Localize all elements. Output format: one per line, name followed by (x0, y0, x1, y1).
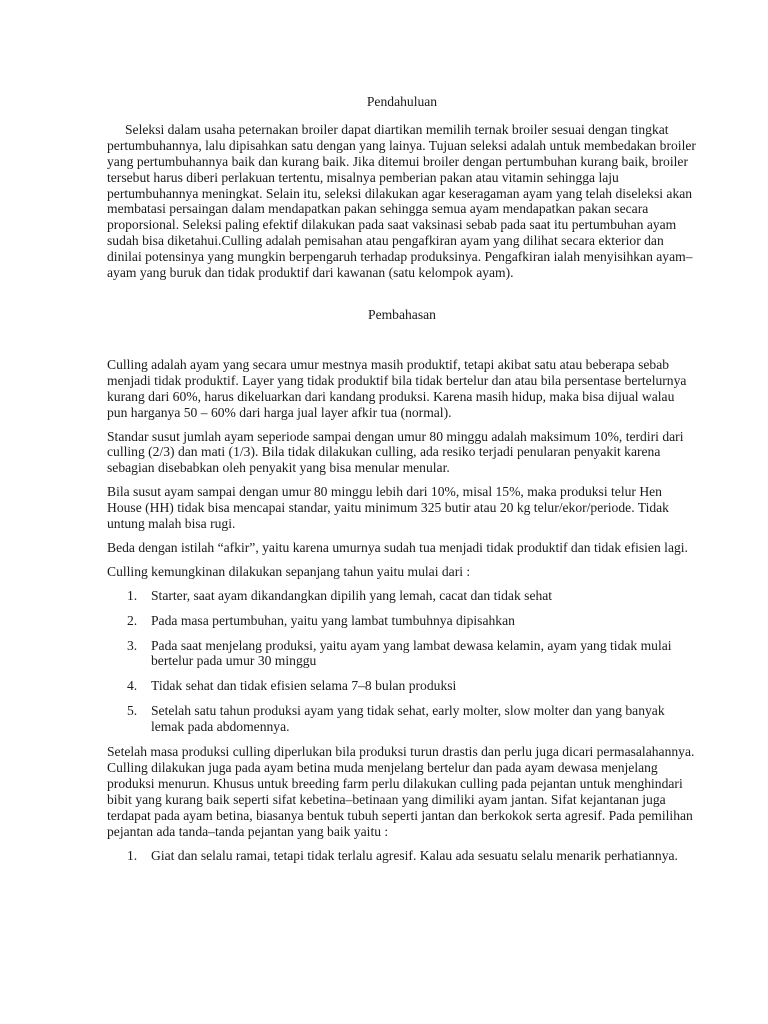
list-item-number: 4. (127, 678, 138, 694)
list-item-number: 5. (127, 703, 138, 719)
paragraph-susut-excess: Bila susut ayam sampai dengan umur 80 minggu lebih dari 10%, misal 15%, maka produksi telur Hen House (HH) tidak bisa mencapai standar, yaitu minimum 325 butir atau 20 kg telur/ekor/periode. Tidak untung malah bisa rugi. (107, 484, 669, 532)
rooster-signs-list (107, 848, 697, 864)
list-item (107, 613, 697, 629)
list-item (107, 848, 697, 864)
paragraph-susut-standard: Standar susut jumlah ayam seperiode sampai dengan umur 80 minggu adalah maksimum 10%, terdiri dari culling (2/3) dan mati (1/3). Bila tidak dilakukan culling, ada resiko terjadi penularan penyakit karena sebagian disebabkan oleh penyakit yang bisa menular menular. (107, 428, 684, 476)
list-item (107, 703, 697, 735)
list-item-text: Tidak sehat dan tidak efisien selama 7–8 bulan produksi (151, 678, 457, 694)
list-item-text: Setelah satu tahun produksi ayam yang tidak sehat, early molter, slow molter dan yang banyak lemak pada abdomennya. (151, 703, 665, 735)
list-item-text: Pada saat menjelang produksi, yaitu ayam yang lambat dewasa kelamin, ayam yang tidak mulai bertelur pada umur 30 minggu (151, 637, 672, 669)
intro-heading: Pendahuluan (366, 94, 438, 109)
paragraph-culling-definition: Culling adalah ayam yang secara umur mestnya masih produktif, tetapi akibat satu atau beberapa sebab menjadi tidak produktif. Layer yang tidak produktif bila tidak bertelur dan atau bila persentase bertelurnya kurang dari 60%, harus dikeluarkan dari kandang produksi. Karena masih hidup, maka bisa dijual walau pun harganya 50 – 60% dari harga jual layer afkir tua (normal). (107, 356, 687, 420)
culling-timing-list (107, 588, 697, 735)
list-item (107, 588, 697, 604)
list-item-number: 1. (127, 587, 138, 603)
paragraph-afkir: Beda dengan istilah “afkir”, yaitu karena umurnya sudah tua menjadi tidak produktif dan tidak efisien lagi. (107, 539, 688, 555)
list-item (107, 678, 697, 694)
intro-paragraph: Seleksi dalam usaha peternakan broiler dapat diartikan memilih ternak broiler sesuai dengan tingkat pertumbuhannya, lalu dipisahkan satu dengan yang lainya. Tujuan seleksi adalah untuk membedakan broiler yang pertumbuhannya baik dan kurang baik. Jika ditemui broiler dengan pertumbuhan kurang baik, broiler tersebut harus diberi perlakuan tertentu, misalnya pemberian pakan atau vitamin sehingga laju pertumbuhannya meningkat. Selain itu, seleksi dilakukan agar keseragaman ayam yang telah diseleksi akan membatasi persaingan dalam mendapatkan pakan sehingga semua ayam mendapatkan pakan secara proporsional. Seleksi paling efektif dilakukan pada saat vaksinasi sebab pada saat itu pertumbuhan ayam sudah bisa diketahui.Culling adalah pemisahan atau pengafkiran ayam yang dilihat secara ekterior dan dinilai potensinya yang mungkin berpengaruh terhadap produksinya. Pengafkiran ialah menyisihkan ayam–ayam yang buruk dan tidak produktif dari kawanan (satu kelompok ayam). (107, 121, 696, 281)
list-item-number: 2. (127, 612, 138, 628)
list-item-number: 3. (127, 637, 138, 653)
paragraph-culling-timing: Culling kemungkinan dilakukan sepanjang tahun yaitu mulai dari : (107, 563, 471, 579)
discussion-heading: Pembahasan (368, 306, 436, 322)
list-item-number: 1. (127, 847, 138, 863)
list-item-text: Giat dan selalu ramai, tetapi tidak terlalu agresif. Kalau ada sesuatu selalu menarik perhatiannya. (151, 847, 678, 863)
list-item (107, 638, 697, 670)
list-item-text: Pada masa pertumbuhan, yaitu yang lambat tumbuhnya dipisahkan (151, 612, 515, 628)
paragraph-after-production: Setelah masa produksi culling diperlukan bila produksi turun drastis dan perlu juga dicari permasalahannya. Culling dilakukan juga pada ayam betina muda menjelang bertelur dan pada ayam dewasa menjelang produksi menurun. Khusus untuk breeding farm perlu dilakukan culling pada pejantan untuk menghindari bibit yang kurang baik seperti sifat kebetina–betinaan yang dimiliki ayam jantan. Sifat kejantanan juga terdapat pada ayam betina, biasanya bentuk tubuh seperti jantan dan berkokok serta agresif. Pada pemilihan pejantan ada tanda–tanda pejantan yang baik yaitu : (107, 744, 695, 839)
list-item-text: Starter, saat ayam dikandangkan dipilih yang lemah, cacat dan tidak sehat (151, 587, 553, 603)
